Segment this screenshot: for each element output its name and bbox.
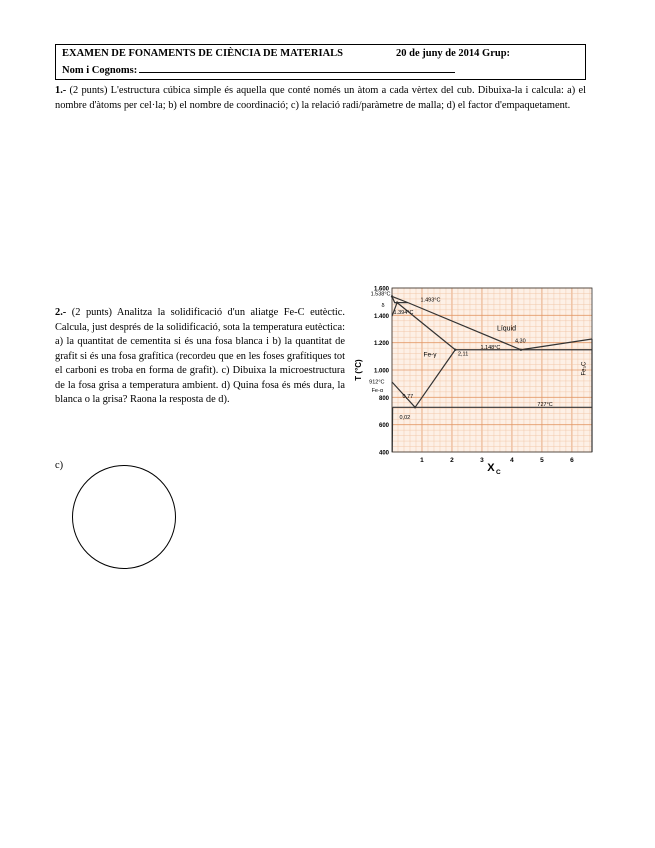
key-point <box>520 349 522 351</box>
question-1-number: 1.- <box>55 85 67 96</box>
x-tick-label: 5 <box>540 457 544 464</box>
annotation-label: 727°C <box>537 402 553 409</box>
key-point <box>396 301 398 303</box>
y-tick-label: 1.400 <box>373 313 389 320</box>
y-tick-label: 400 <box>378 450 389 457</box>
annotation-label: 1.394°C <box>393 309 414 316</box>
key-point <box>454 349 456 351</box>
name-field[interactable] <box>139 61 455 73</box>
annotation-label: 2,11 <box>457 351 469 358</box>
y-tick-label: 800 <box>378 395 389 402</box>
y-tick-label: 600 <box>378 423 389 430</box>
y-tick-label: 1.200 <box>373 341 389 348</box>
y-axis-label: T (°C) <box>354 359 363 381</box>
phase-label: Fe-α <box>371 387 384 394</box>
exam-date-group: 20 de juny de 2014 Grup: <box>396 48 511 59</box>
key-point <box>414 406 416 408</box>
x-tick-label: 1 <box>420 457 424 464</box>
question-2-number: 2.- <box>55 307 67 318</box>
x-axis-label: X <box>487 462 495 474</box>
y-tick-label: 1.600 <box>373 286 389 293</box>
key-point <box>391 295 393 297</box>
name-row <box>62 61 579 78</box>
phase-label: Fe-γ <box>423 351 437 359</box>
x-tick-label: 3 <box>480 457 484 464</box>
question-1-text: (2 punts) L'estructura cúbica simple és aquella que conté només un àtom a cada vèrtex del cub. Dibuixa-la i calcula: a) el nombre d'àtoms per cel·la; b) el nombre de coordinació; c) la relació radi/paràmetre de malla; d) el factor d'empaquetament. <box>55 85 587 111</box>
annotation-label: 0,77 <box>402 394 414 401</box>
exam-header <box>55 44 586 80</box>
annotation-label: 4,30 <box>514 338 526 345</box>
question-2 <box>55 306 345 408</box>
x-tick-label: 4 <box>510 457 514 464</box>
x-tick-label: 6 <box>570 457 574 464</box>
annotation-label: 1.148°C <box>480 344 501 351</box>
x-tick-label: 2 <box>450 457 454 464</box>
answer-c-label: c) <box>55 460 64 471</box>
annotation-label: 1.493°C <box>420 297 441 304</box>
exam-title: EXAMEN DE FONAMENTS DE CIÈNCIA DE MATERIALS <box>62 48 344 59</box>
phase-label: Líquid <box>496 325 517 333</box>
annotation-label: 1.538°C <box>370 291 391 298</box>
phase-label: δ <box>381 303 385 310</box>
fe-c-phase-diagram <box>352 282 594 474</box>
answer-c-drawing-circle[interactable] <box>72 465 176 569</box>
phase-label: Fe₃C <box>581 361 588 376</box>
y-tick-label: 1.000 <box>373 368 389 375</box>
chart-grid <box>392 288 592 452</box>
question-2-text: (2 punts) Analitza la solidificació d'un aliatge Fe-C eutèctic. Calcula, just després de la solidificació, sota la temperatura eutèctica: a) la quantitat de cementita si és una fosa blanca i b) la quantitat de grafit si és una fosa grafítica (recordeu que en les foses grafítiques tot el carboni es troba en forma de grafit). c) Dibuixa la microestructura de la fosa grisa a temperatura ambient. d) Quina fosa és més dura, la blanca o la grisa? Raona la resposta de d). <box>55 307 345 405</box>
annotation-label: 912°C <box>369 379 385 386</box>
x-axis-label-sub: C <box>495 469 501 474</box>
question-1 <box>55 84 586 113</box>
annotation-label: 0,02 <box>399 415 411 422</box>
name-label: Nom i Cognoms: <box>62 65 138 76</box>
